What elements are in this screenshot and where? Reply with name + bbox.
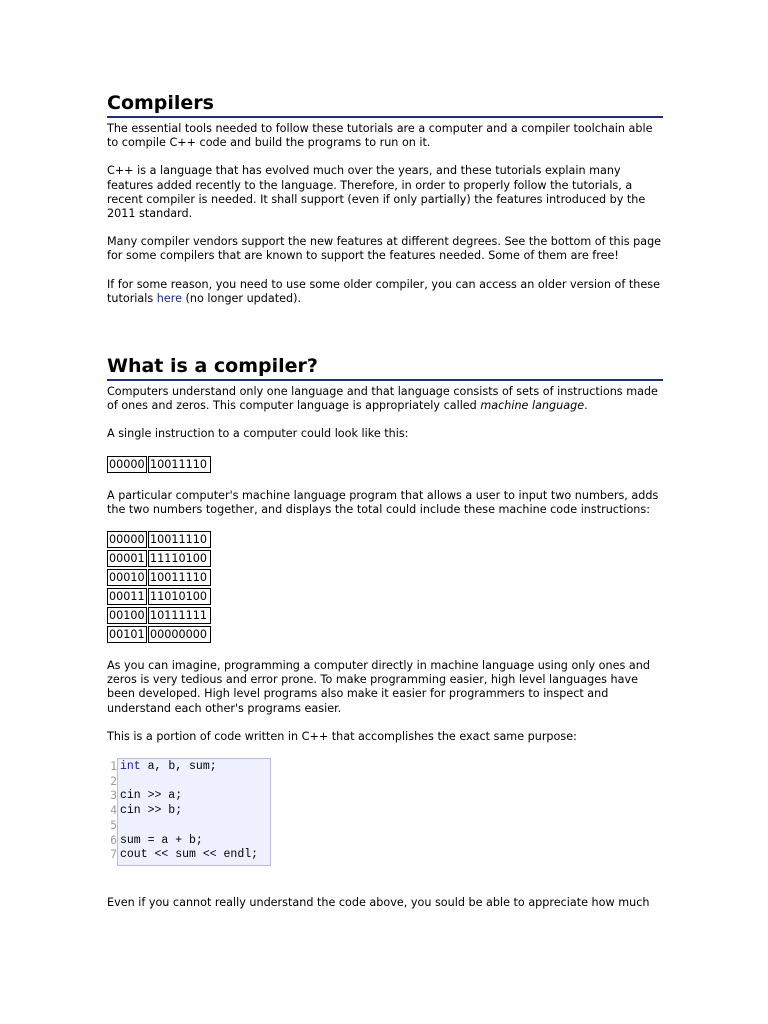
code-keyword: int bbox=[120, 760, 141, 774]
closing-paragraph: Even if you cannot really understand the code above, you sould be able to appreciate how much bbox=[107, 895, 650, 909]
article-content bbox=[107, 91, 663, 924]
older-compiler-text-end: (no longer updated). bbox=[181, 291, 302, 305]
older-compiler-text: If for some reason, you need to use some older compiler, you can access an older version of these tutorials bbox=[107, 277, 660, 305]
instruction-row bbox=[107, 588, 663, 605]
line-number: 2 bbox=[110, 774, 117, 788]
machine-language-text: Computers understand only one language and that language consists of sets of instructions made of ones and zeros. This computer language is appropriately called bbox=[107, 385, 658, 413]
line-number: 3 bbox=[110, 789, 117, 803]
instruction-opcode: 10011110 bbox=[148, 569, 211, 586]
machine-program-paragraph: A particular computer's machine language program that allows a user to input two numbers, adds the two numbers together, and displays the total could include these machine code instructions: bbox=[107, 488, 659, 516]
code-line: cout << sum << endl; bbox=[120, 848, 259, 862]
code-line bbox=[120, 775, 268, 790]
line-number: 6 bbox=[110, 833, 117, 847]
older-tutorials-link[interactable]: here bbox=[156, 291, 182, 305]
single-instruction-paragraph: A single instruction to a computer could look like this: bbox=[107, 427, 409, 441]
cpp-code-intro-paragraph: This is a portion of code written in C++ that accomplishes the exact same purpose: bbox=[107, 729, 577, 743]
code-line: cin >> a; bbox=[120, 789, 183, 803]
instruction-row bbox=[107, 531, 663, 548]
line-number: 1 bbox=[110, 760, 117, 774]
single-instruction bbox=[107, 456, 663, 473]
intro-paragraph: The essential tools needed to follow these tutorials are a computer and a compiler toolchain able to compile C++ code and build the programs to run on it. bbox=[107, 122, 653, 150]
code-line: cin >> b; bbox=[120, 804, 183, 818]
cpp-evolution-paragraph: C++ is a language that has evolved much over the years, and these tutorials explain many features added recently to the language. Therefore, in order to properly follow the tutorials, a recent compiler is needed. It shall support (even if only partially) the features introduced by the 2011 standard. bbox=[107, 164, 646, 221]
instruction-opcode: 11110100 bbox=[148, 550, 211, 567]
instruction-address: 00010 bbox=[107, 569, 147, 586]
code-line bbox=[120, 760, 268, 775]
instruction-address: 00001 bbox=[107, 550, 147, 567]
machine-language-text-end: . bbox=[584, 399, 588, 413]
code-text: a, b, sum; bbox=[140, 760, 217, 774]
older-compiler-paragraph bbox=[107, 278, 663, 306]
instruction-opcode: 00000000 bbox=[148, 626, 211, 643]
line-number: 4 bbox=[110, 804, 117, 818]
line-number: 7 bbox=[110, 848, 117, 862]
code-line bbox=[120, 819, 268, 834]
code-line: sum = a + b; bbox=[120, 833, 203, 847]
instruction-address: 00100 bbox=[107, 607, 147, 624]
code-line-numbers bbox=[107, 758, 117, 866]
section-heading-what-is-compiler: What is a compiler? bbox=[107, 354, 663, 381]
machine-language-term: machine language bbox=[480, 399, 585, 413]
instruction-opcode: 10111111 bbox=[148, 607, 211, 624]
code-block bbox=[117, 758, 271, 866]
page-title: Compilers bbox=[107, 91, 663, 118]
instruction-address: 00101 bbox=[107, 626, 147, 643]
code-example bbox=[107, 758, 663, 866]
instruction-opcode: 10011110 bbox=[148, 456, 211, 473]
instruction-row bbox=[107, 569, 663, 586]
line-number: 5 bbox=[110, 818, 117, 832]
instruction-opcode: 10011110 bbox=[148, 531, 211, 548]
compiler-vendors-paragraph: Many compiler vendors support the new features at different degrees. See the bottom of this page for some compilers that are known to support the features needed. Some of them are free! bbox=[107, 235, 662, 263]
instruction-opcode: 11010100 bbox=[148, 588, 211, 605]
instruction-row bbox=[107, 550, 663, 567]
machine-language-paragraph bbox=[107, 385, 663, 413]
machine-code-table bbox=[107, 531, 663, 643]
instruction-row bbox=[107, 456, 663, 473]
high-level-languages-paragraph: As you can imagine, programming a computer directly in machine language using only ones and zeros is very tedious and error prone. To make programming easier, high level languages have been developed. High level programs also make it easier for programmers to inspect and understand each other's programs easier. bbox=[107, 659, 650, 715]
instruction-address: 00000 bbox=[107, 531, 147, 548]
instruction-address: 00000 bbox=[107, 456, 147, 473]
instruction-address: 00011 bbox=[107, 588, 147, 605]
instruction-row bbox=[107, 626, 663, 643]
instruction-row bbox=[107, 607, 663, 624]
